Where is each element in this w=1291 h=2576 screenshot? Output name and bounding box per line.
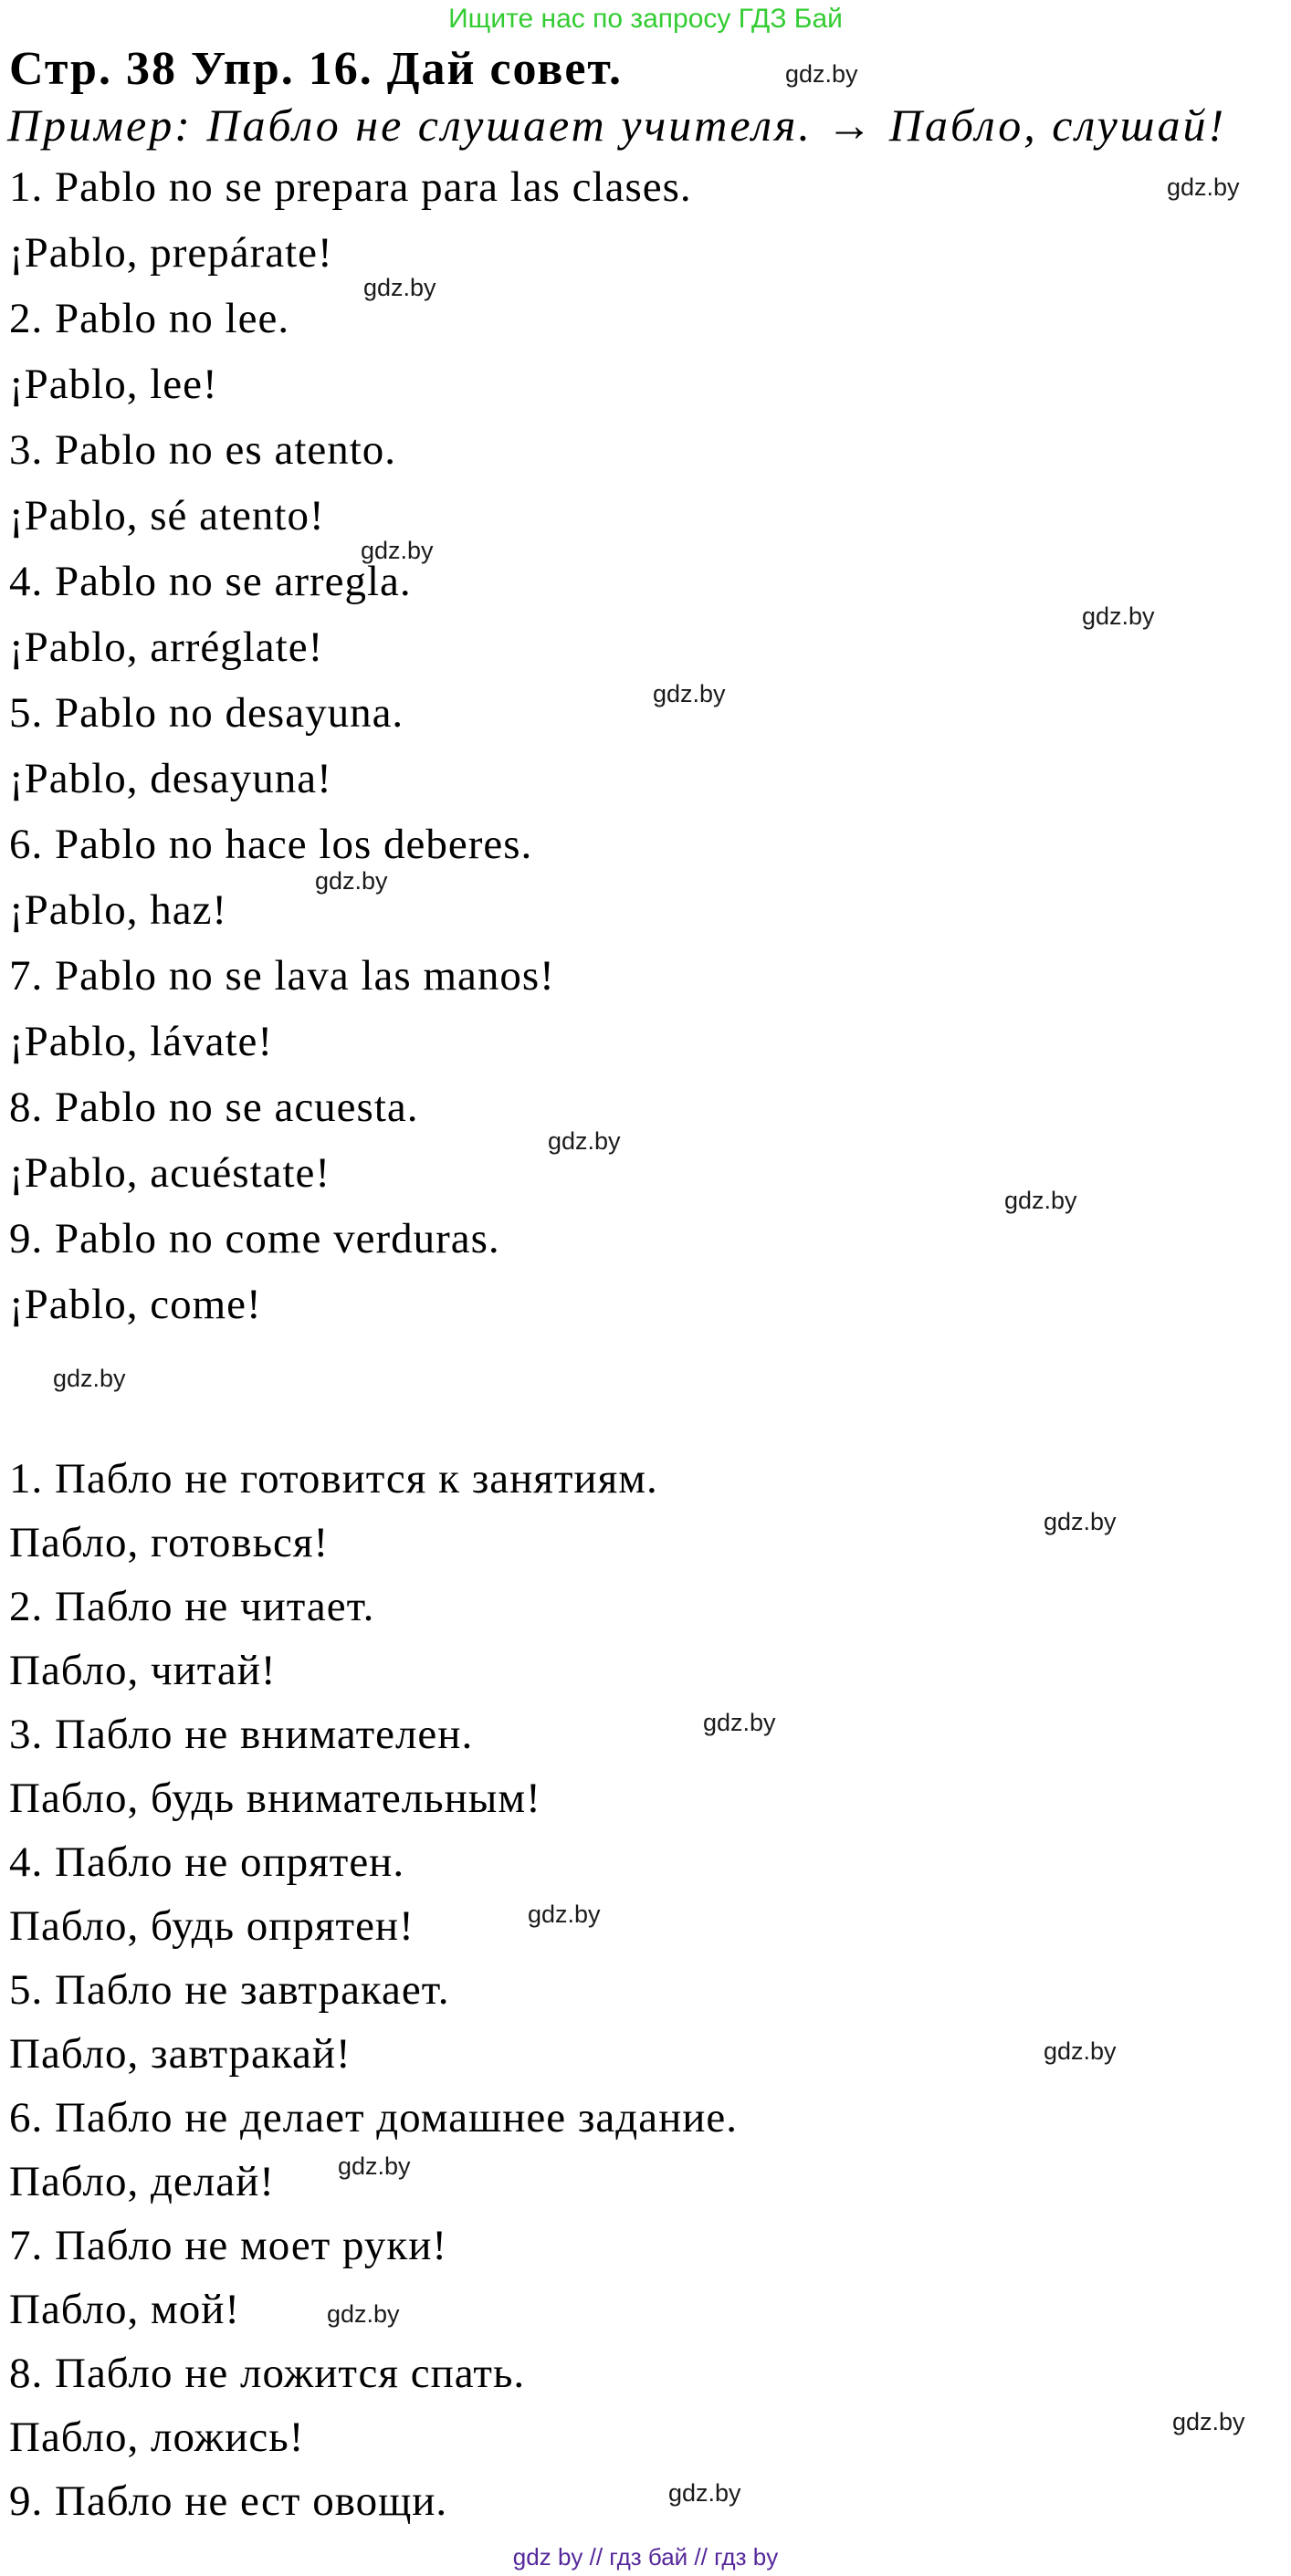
russian-problem-2: 2. Пабло не читает.: [9, 1583, 375, 1630]
spanish-problem-9: 9. Pablo no come verduras.: [9, 1215, 500, 1262]
russian-answer-8: Пабло, ложись!: [9, 2414, 305, 2461]
spanish-problem-7: 7. Pablo no se lava las manos!: [9, 952, 555, 1000]
russian-problem-6: 6. Пабло не делает домашнее задание.: [9, 2094, 738, 2141]
gdz-watermark: gdz.by: [1082, 602, 1155, 630]
gdz-watermark: gdz.by: [668, 2479, 741, 2507]
gdz-watermark: gdz.by: [703, 1709, 776, 1736]
gdz-watermark: gdz.by: [528, 1901, 601, 1928]
spanish-problem-8: 8. Pablo no se acuesta.: [9, 1084, 419, 1131]
spanish-answer-7: ¡Pablo, lávate!: [9, 1018, 274, 1065]
gdz-watermark: gdz.by: [53, 1365, 126, 1392]
russian-answer-6: Пабло, делай!: [9, 2158, 275, 2205]
russian-answer-2: Пабло, читай!: [9, 1647, 277, 1694]
russian-answer-4: Пабло, будь опрятен!: [9, 1902, 415, 1950]
russian-problem-1: 1. Пабло не готовится к занятиям.: [9, 1455, 658, 1503]
example-line: Пример: Пабло не слушает учителя. → Пабло, слушай!: [7, 99, 1227, 151]
spanish-problem-4: 4. Pablo no se arregla.: [9, 558, 412, 605]
russian-problem-4: 4. Пабло не опрятен.: [9, 1838, 405, 1886]
promo-banner: Ищите нас по запросу ГДЗ Бай: [448, 4, 843, 34]
russian-problem-8: 8. Пабло не ложится спать.: [9, 2350, 526, 2397]
russian-problem-9: 9. Пабло не ест овощи.: [9, 2477, 448, 2525]
spanish-problem-2: 2. Pablo no lee.: [9, 295, 290, 342]
gdz-watermark: gdz.by: [653, 680, 726, 707]
spanish-problem-6: 6. Pablo no hace los deberes.: [9, 821, 533, 868]
gdz-watermark: gdz.by: [785, 60, 858, 88]
gdz-watermark: gdz.by: [315, 867, 388, 895]
gdz-watermark: gdz.by: [363, 274, 436, 301]
russian-problem-7: 7. Пабло не моет руки!: [9, 2222, 447, 2269]
spanish-problem-1: 1. Pablo no se prepara para las clases.: [9, 163, 692, 211]
gdz-watermark: gdz.by: [1167, 173, 1240, 201]
gdz-watermark: gdz.by: [338, 2152, 411, 2180]
gdz-watermark: gdz.by: [1172, 2408, 1245, 2435]
spanish-answer-6: ¡Pablo, haz!: [9, 886, 228, 934]
spanish-answer-2: ¡Pablo, lee!: [9, 361, 218, 408]
russian-problem-3: 3. Пабло не внимателен.: [9, 1711, 474, 1758]
spanish-problem-5: 5. Pablo no desayuna.: [9, 689, 404, 737]
spanish-answer-1: ¡Pablo, prepárate!: [9, 229, 333, 277]
russian-answer-5: Пабло, завтракай!: [9, 2030, 352, 2078]
gdz-watermark: gdz.by: [1004, 1187, 1077, 1214]
spanish-answer-4: ¡Pablo, arréglate!: [9, 623, 324, 671]
gdz-watermark: gdz.by: [361, 537, 434, 564]
gdz-watermark: gdz.by: [1044, 2037, 1117, 2065]
footer-tags: gdz by // гдз бай // гдз by: [512, 2543, 779, 2571]
spanish-answer-5: ¡Pablo, desayuna!: [9, 755, 332, 802]
spanish-answer-9: ¡Pablo, come!: [9, 1281, 262, 1328]
gdz-watermark: gdz.by: [327, 2300, 400, 2328]
gdz-watermark: gdz.by: [548, 1127, 621, 1155]
spanish-problem-3: 3. Pablo no es atento.: [9, 426, 397, 474]
russian-answer-3: Пабло, будь внимательным!: [9, 1775, 541, 1822]
russian-answer-7: Пабло, мой!: [9, 2286, 241, 2333]
russian-problem-5: 5. Пабло не завтракает.: [9, 1966, 450, 2014]
page-title: Стр. 38 Упр. 16. Дай совет.: [9, 43, 624, 95]
spanish-answer-3: ¡Pablo, sé atento!: [9, 492, 325, 539]
gdz-watermark: gdz.by: [1044, 1508, 1117, 1535]
spanish-answer-8: ¡Pablo, acuéstate!: [9, 1149, 331, 1197]
russian-answer-1: Пабло, готовься!: [9, 1519, 330, 1566]
